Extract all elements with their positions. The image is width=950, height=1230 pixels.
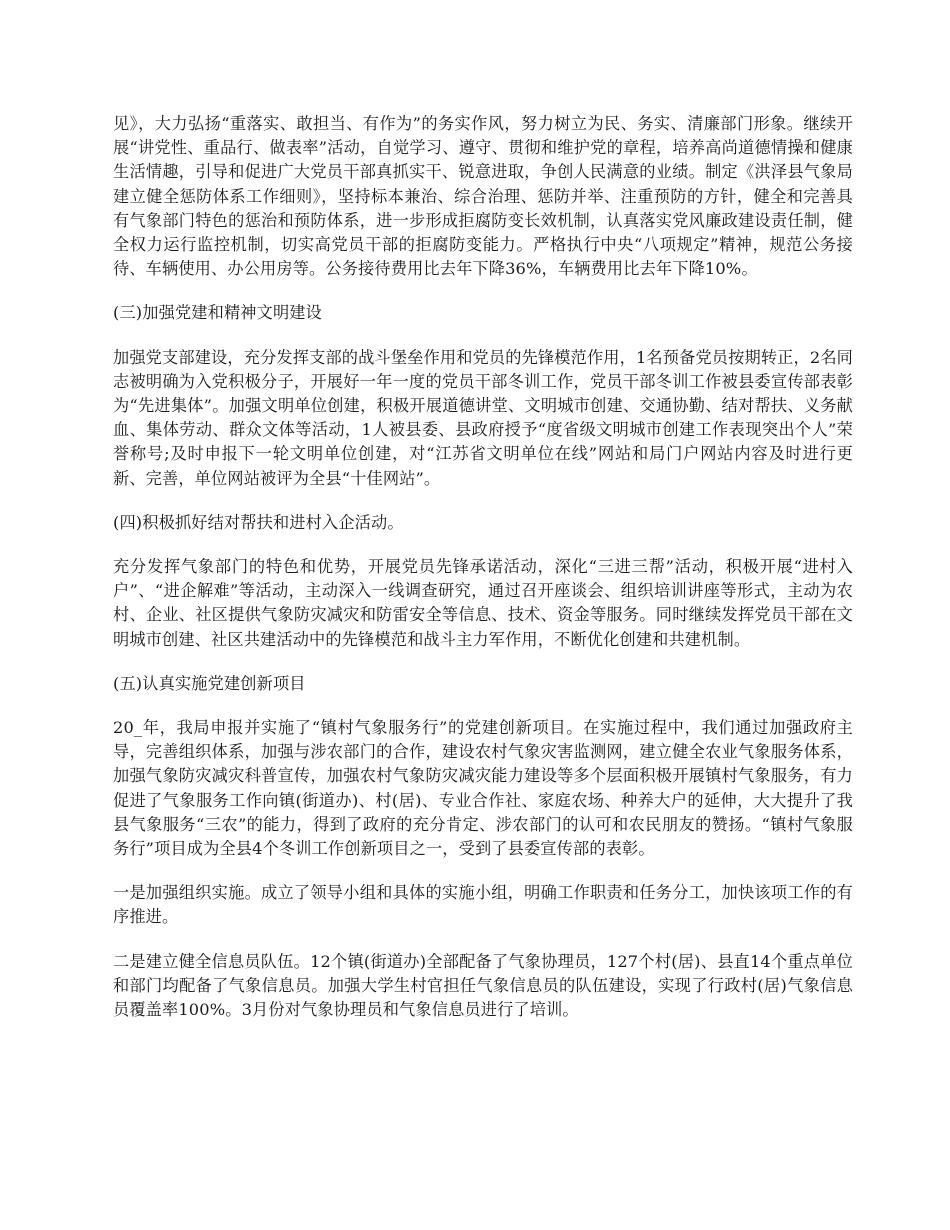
document-body <box>113 112 853 1042</box>
paragraph-assistance: 充分发挥气象部门的特色和优势，开展党员先锋承诺活动，深化“三进三帮”活动，积极开展“进村入户”、“进企解难”等活动，主动深入一线调查研究，通过召开座谈会、组织培训讲座等形式，主动为农村、企业、社区提供气象防灾减灾和防雷安全等信息、技术、资金等服务。同时继续发挥党员干部在文明城市创建、社区共建活动中的先锋模范和战斗主力军作用，不断优化创建和共建机制。 <box>113 557 853 649</box>
paragraph-conduct: 见》，大力弘扬“重落实、敢担当、有作为”的务实作风，努力树立为民、务实、清廉部门形象。继续开展“讲党性、重品行、做表率”活动，自觉学习、遵守、贯彻和维护党的章程，培养高尚道德情操和健康生活情趣，引导和促进广大党员干部真抓实干、锐意进取，争创人民满意的业绩。制定《洪泽县气象局建立健全惩防体系工作细则》，坚持标本兼治、综合治理、惩防并举、注重预防的方针，健全和完善具有气象部门特色的惩治和预防体系，进一步形成拒腐防变长效机制，认真落实党风廉政建设责任制，健全权力运行监控机制，切实高党员干部的拒腐防变能力。严格执行中央“八项规定”精神，规范公务接待、车辆使用、办公用房等。公务接待费用比去年下降36%，车辆费用比去年下降10%。 <box>113 114 853 279</box>
section-heading-4: (四)积极抓好结对帮扶和进村入企活动。 <box>113 512 404 532</box>
paragraph-party-building: 加强党支部建设，充分发挥支部的战斗堡垒作用和党员的先锋模范作用，1名预备党员按期转正，2名同志被明确为入党积极分子，开展好一年一度的党员干部冬训工作，党员干部冬训工作被县委宣传部表彰为“先进集体”。加强文明单位创建，积极开展道德讲堂、文明城市创建、交通协勤、结对帮扶、义务献血、集体劳动、群众文体等活动，1人被县委、县政府授予“度省级文明城市创建工作表现突出个人”荣誉称号;及时申报下一轮文明单位创建，对“江苏省文明单位在线”网站和局门户网站内容及时进行更新、完善，单位网站被评为全县“十佳网站”。 <box>113 347 853 488</box>
paragraph-organization: 一是加强组织实施。成立了领导小组和具体的实施小组，明确工作职责和任务分工，加快该项工作的有序推进。 <box>113 883 853 927</box>
section-heading-3: (三)加强党建和精神文明建设 <box>113 303 322 323</box>
paragraph-info-team: 二是建立健全信息员队伍。12个镇(街道办)全部配备了气象协理员，127个村(居)、县直14个重点单位和部门均配备了气象信息员。加强大学生村官担任气象信息员的队伍建设，实现了行政村(居)气象信息员覆盖率100%。3月份对气象协理员和气象信息员进行了培训。 <box>113 951 853 1020</box>
paragraph-innovation-project: 20_年，我局申报并实施了“镇村气象服务行”的党建创新项目。在实施过程中，我们通过加强政府主导，完善组织体系，加强与涉农部门的合作，建设农村气象灾害监测网，建立健全农业气象服务体系，加强气象防灾减灾科普宣传，加强农村气象防灾减灾能力建设等多个层面积极开展镇村气象服务，有力促进了气象服务工作向镇(街道办)、村(居)、专业合作社、家庭农场、种养大户的延伸，大大提升了我县气象服务“三农”的能力，得到了政府的充分肯定、涉农部门的认可和农民朋友的赞扬。“镇村气象服务行”项目成为全县4个冬训工作创新项目之一，受到了县委宣传部的表彰。 <box>113 718 853 859</box>
section-heading-5: (五)认真实施党建创新项目 <box>113 673 306 693</box>
